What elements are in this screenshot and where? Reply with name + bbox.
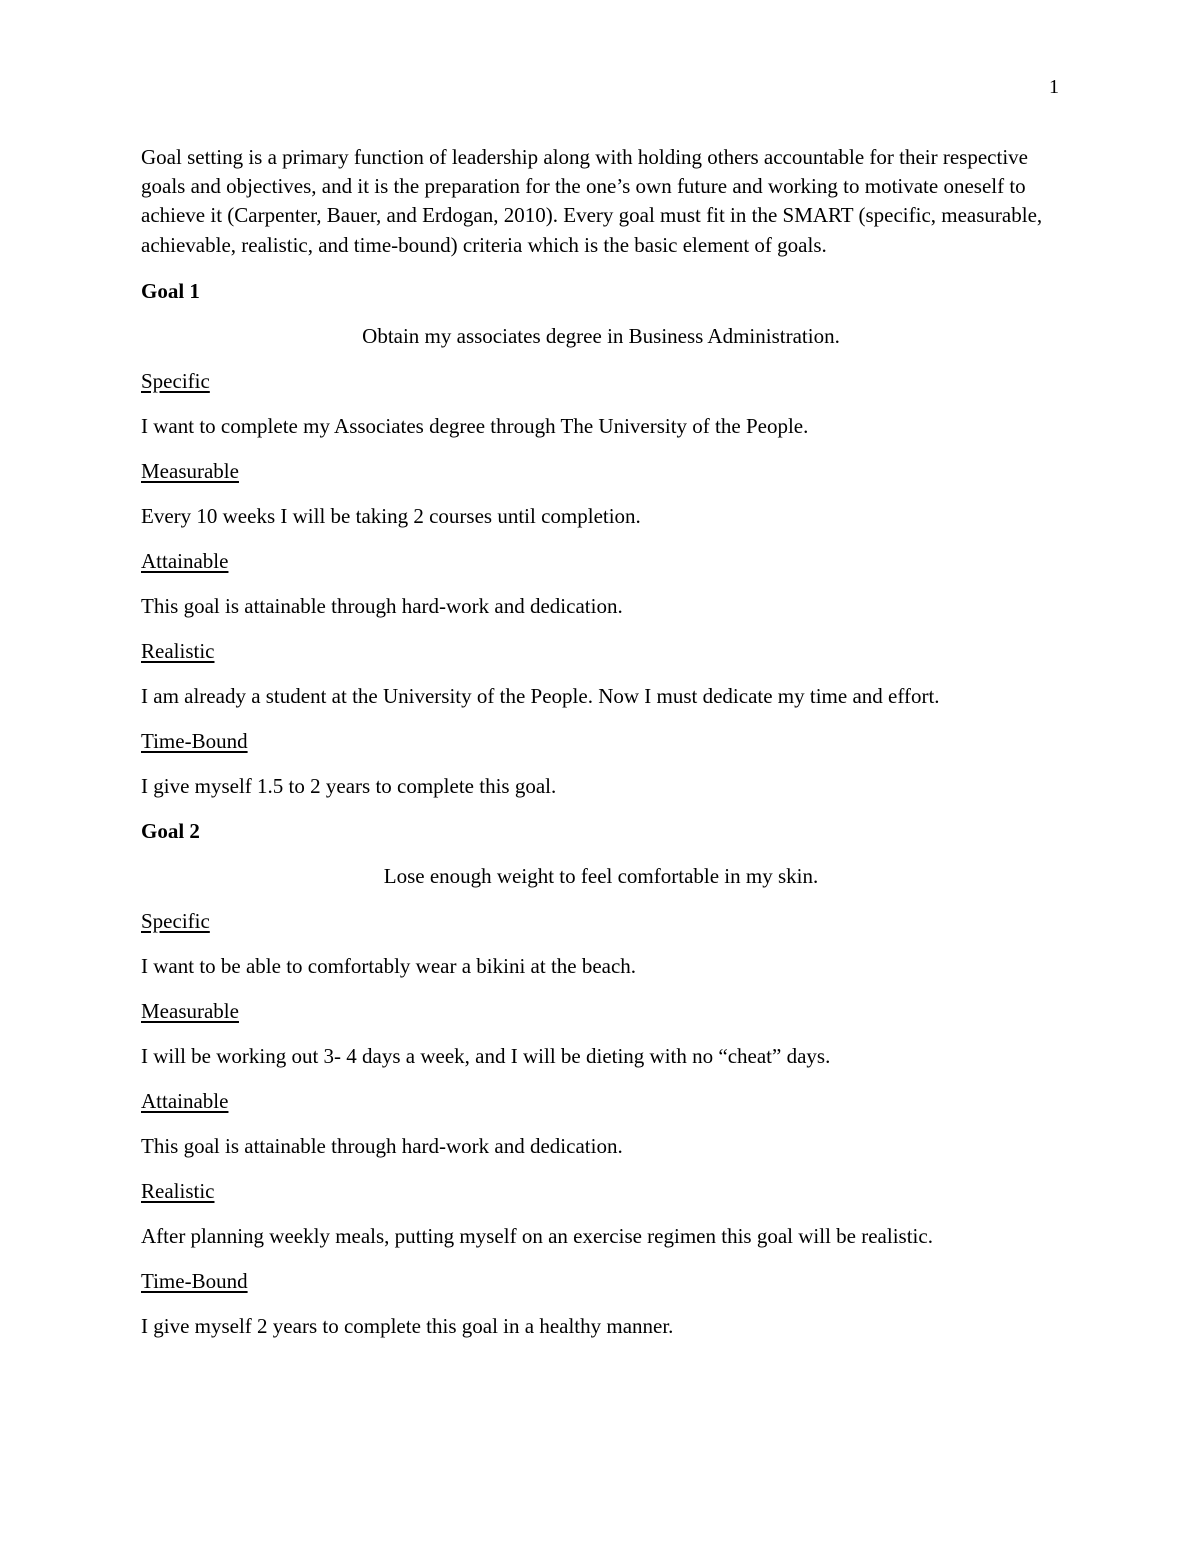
goal-1-measurable-text: Every 10 weeks I will be taking 2 courses until completion. bbox=[141, 503, 641, 528]
goal-1-measurable-label: Measurable bbox=[141, 458, 239, 483]
page-number: 1 bbox=[1049, 76, 1059, 98]
goal-2-attainable-text: This goal is attainable through hard-work and dedication. bbox=[141, 1133, 623, 1158]
goal-1-heading: Goal 1 bbox=[141, 278, 200, 303]
goal-2-heading: Goal 2 bbox=[141, 818, 200, 843]
intro-paragraph: Goal setting is a primary function of leadership along with holding others accountable for their respective goals and objectives, and it is the preparation for the one’s own future and working to motivate oneself to achieve it (Carpenter, Bauer, and Erdogan, 2010). Every goal must fit in the SMART (specific, measurable, achievable, realistic, and time-bound) criteria which is the basic element of goals. bbox=[141, 145, 1043, 257]
goal-2-realistic-label: Realistic bbox=[141, 1178, 215, 1203]
goal-1-attainable-label: Attainable bbox=[141, 548, 229, 573]
goal-1-realistic-label: Realistic bbox=[141, 638, 215, 663]
goal-2-attainable-label: Attainable bbox=[141, 1088, 229, 1113]
goal-2-title: Lose enough weight to feel comfortable in my skin. bbox=[383, 863, 819, 888]
document-body bbox=[141, 143, 1061, 1357]
goal-1-time-bound-text: I give myself 1.5 to 2 years to complete this goal. bbox=[141, 773, 557, 798]
goal-1-time-bound-label: Time-Bound bbox=[141, 728, 248, 753]
goal-2-block bbox=[141, 817, 1061, 1340]
goal-1-attainable-text: This goal is attainable through hard-work and dedication. bbox=[141, 593, 623, 618]
goal-2-specific-text: I want to be able to comfortably wear a bikini at the beach. bbox=[141, 953, 637, 978]
goal-1-realistic-text: I am already a student at the University of the People. Now I must dedicate my time and effort. bbox=[141, 683, 940, 708]
goal-2-realistic-text: After planning weekly meals, putting myself on an exercise regimen this goal will be realistic. bbox=[141, 1223, 933, 1248]
goal-2-measurable-label: Measurable bbox=[141, 998, 239, 1023]
goal-1-specific-text: I want to complete my Associates degree through The University of the People. bbox=[141, 413, 809, 438]
goal-2-time-bound-text: I give myself 2 years to complete this goal in a healthy manner. bbox=[141, 1313, 674, 1338]
goal-1-title: Obtain my associates degree in Business Administration. bbox=[362, 323, 840, 348]
goal-1-specific-label: Specific bbox=[141, 368, 210, 393]
goal-2-time-bound-label: Time-Bound bbox=[141, 1268, 248, 1293]
goal-2-specific-label: Specific bbox=[141, 908, 210, 933]
goal-1-block bbox=[141, 277, 1061, 800]
goal-2-measurable-text: I will be working out 3- 4 days a week, and I will be dieting with no “cheat” days. bbox=[141, 1043, 831, 1068]
